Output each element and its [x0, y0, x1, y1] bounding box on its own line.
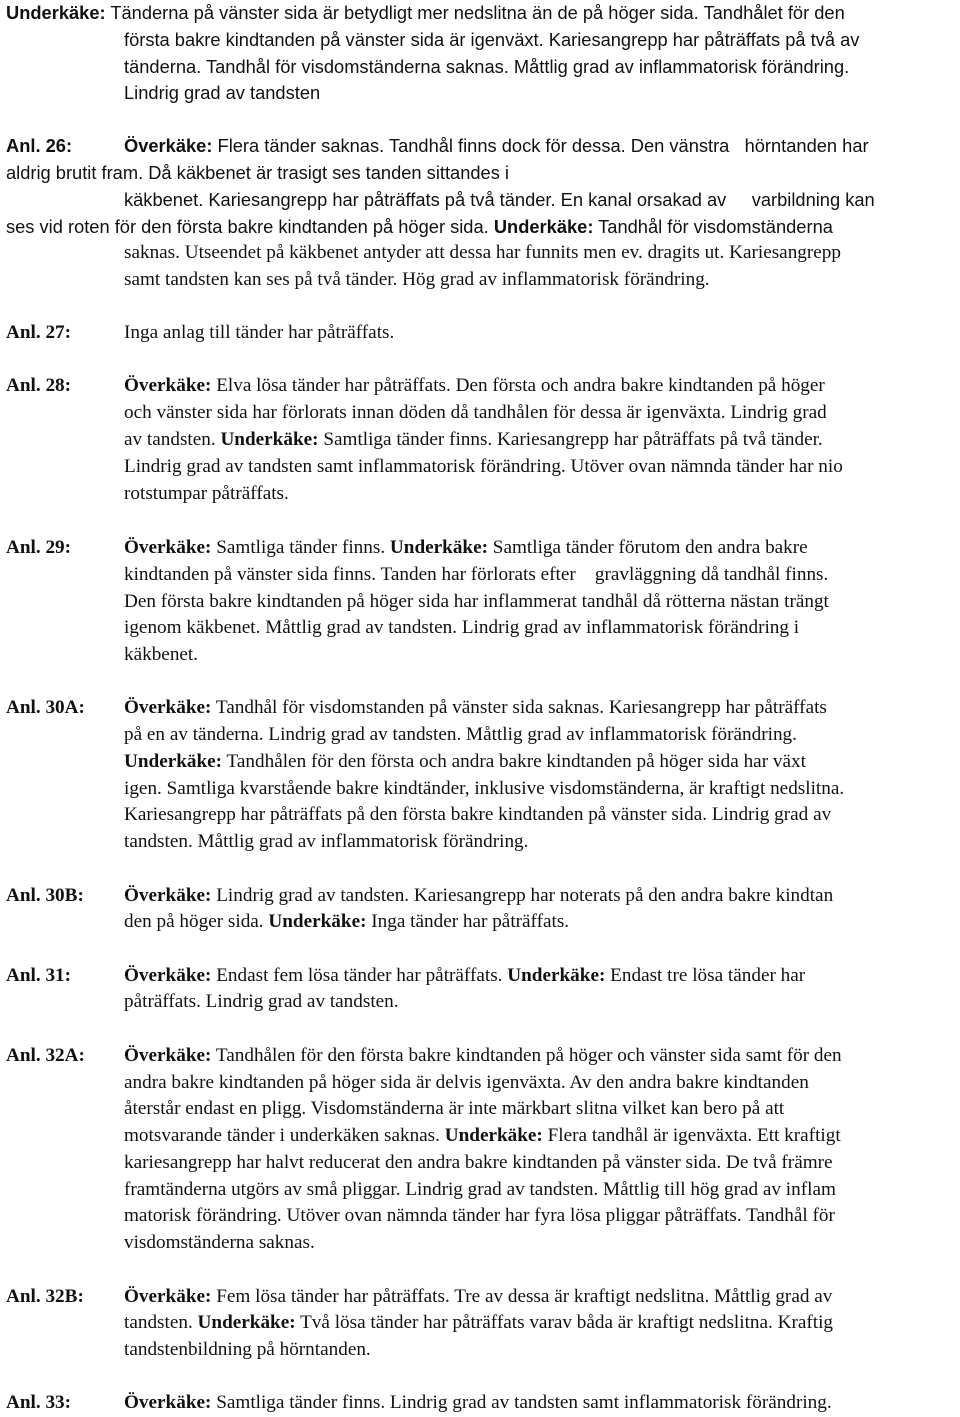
- text-line: [124, 1123, 841, 1150]
- text-line: Lindrig grad av tandsten: [124, 82, 321, 103]
- text-line: kariesangrepp har halvt reducerat den andra bakre kindtanden på vänster sida. De två främre: [124, 1152, 833, 1173]
- text-fragment: Lindrig grad av tandsten. Kariesangrepp har noterats på den andra bakre kindtan: [216, 885, 834, 906]
- text-fragment: Tänderna på vänster sida är betydligt mer nedslitna än de på höger sida. Tandhålet för den: [110, 2, 845, 23]
- text-line: samt tandsten kan ses på två tänder. Hög grad av inflammatorisk förändring.: [124, 269, 710, 290]
- text-fragment: den på höger sida.: [124, 911, 264, 932]
- text-fragment: Tandhål för visdomstanden på vänster sida saknas. Kariesangrepp har påträffats: [215, 697, 827, 718]
- text-line: tandsten. Måttlig grad av inflammatorisk förändring.: [124, 831, 529, 852]
- jaw-label-underkake: Underkäke:: [197, 1312, 296, 1333]
- text-line: matorisk förändring. Utöver ovan nämnda tänder har fyra lösa pliggar påträffats. Tandhål för: [124, 1205, 835, 1226]
- jaw-label-overkake: Överkäke:: [124, 135, 213, 156]
- jaw-label-underkake: Underkäke:: [444, 1125, 543, 1146]
- jaw-label-underkake: Underkäke:: [507, 965, 606, 986]
- text-line: Lindrig grad av tandsten samt inflammatorisk förändring. Utöver ovan nämnda tänder har nio: [124, 456, 843, 477]
- text-fragment: Tandhålen för den första bakre kindtanden på höger och vänster sida samt för den: [215, 1045, 842, 1066]
- jaw-label-overkake: Överkäke:: [124, 885, 212, 906]
- entry-label: Anl. 28:: [6, 375, 72, 396]
- entry-label: Anl. 27:: [6, 322, 72, 343]
- text-line: första bakre kindtanden på vänster sida är igenväxt. Kariesangrepp har påträffats på två av: [124, 29, 860, 50]
- jaw-label-underkake: Underkäke:: [493, 216, 594, 237]
- text-fragment: Endast tre lösa tänder har: [610, 965, 806, 986]
- text-line: tandstenbildning på hörntanden.: [124, 1339, 371, 1360]
- text-line: [124, 373, 825, 400]
- text-fragment: Samtliga tänder finns.: [216, 537, 386, 558]
- text-line: [124, 133, 869, 160]
- text-line: visdomständerna saknas.: [124, 1232, 315, 1253]
- entry-label: Anl. 32A:: [6, 1045, 85, 1066]
- text-line: käkbenet. Kariesangrepp har påträffats på två tänder. En kanal orsakad av varbildning kan: [124, 189, 875, 210]
- text-fragment: Inga tänder har påträffats.: [371, 911, 570, 932]
- text-line: saknas. Utseendet på käkbenet antyder att dessa har funnits men ev. dragits ut. Kariesangrepp: [124, 242, 841, 263]
- text-line: [124, 1043, 842, 1070]
- text-line: [124, 1284, 832, 1311]
- text-line: och vänster sida har förlorats innan döden då tandhålen för dessa är igenväxta. Lindrig grad: [124, 402, 827, 423]
- jaw-label-overkake: Överkäke:: [124, 1392, 212, 1413]
- jaw-label-underkake: Underkäke:: [220, 429, 319, 450]
- text-fragment: Elva lösa tänder har påträffats. Den första och andra bakre kindtanden på höger: [216, 375, 825, 396]
- text-line: Inga anlag till tänder har påträffats.: [124, 322, 395, 343]
- text-line: igenom käkbenet. Måttlig grad av tandsten. Lindrig grad av inflammatorisk förändring i: [124, 617, 800, 638]
- entry-label: Anl. 31:: [6, 965, 72, 986]
- text-line: kindtanden på vänster sida finns. Tanden har förlorats efter gravläggning då tandhål finns.: [124, 564, 829, 585]
- text-fragment: Endast fem lösa tänder har påträffats.: [216, 965, 503, 986]
- text-line: [124, 1310, 833, 1337]
- text-line: käkbenet.: [124, 644, 199, 665]
- text-line: andra bakre kindtanden på höger sida är delvis igenväxta. Av den andra bakre kindtanden: [124, 1072, 809, 1093]
- text-line: påträffats. Lindrig grad av tandsten.: [124, 991, 399, 1012]
- text-line: [124, 1390, 832, 1417]
- text-fragment: Tandhål för visdomständerna: [598, 216, 833, 237]
- entry-label: Anl. 26:: [6, 135, 73, 156]
- text-line: Kariesangrepp har påträffats på den första bakre kindtanden på vänster sida. Lindrig grad av: [124, 804, 832, 825]
- text-line: tänderna. Tandhål för visdomständerna saknas. Måttlig grad av inflammatorisk förändring.: [124, 56, 850, 77]
- text-line: [124, 883, 833, 910]
- text-fragment: Tandhålen för den första och andra bakre kindtanden på höger sida har växt: [226, 751, 806, 772]
- jaw-label-overkake: Överkäke:: [124, 1286, 212, 1307]
- jaw-label-overkake: Överkäke:: [124, 375, 212, 396]
- text-line: [6, 214, 833, 241]
- jaw-label-underkake: Underkäke:: [389, 537, 488, 558]
- text-line: [124, 427, 823, 454]
- entry-label: Anl. 30A:: [6, 697, 85, 718]
- entry-label: Anl. 29:: [6, 537, 72, 558]
- text-line: på en av tänderna. Lindrig grad av tandsten. Måttlig grad av inflammatorisk förändring.: [124, 724, 797, 745]
- text-fragment: tandsten.: [124, 1312, 193, 1333]
- jaw-label-overkake: Överkäke:: [124, 965, 212, 986]
- entry-label: Anl. 33:: [6, 1392, 72, 1413]
- jaw-label-overkake: Överkäke:: [124, 537, 212, 558]
- text-line: [124, 749, 806, 776]
- text-fragment: Samtliga tänder finns. Lindrig grad av tandsten samt inflammatorisk förändring.: [216, 1392, 832, 1413]
- text-line: framtänderna utgörs av små pliggar. Lindrig grad av tandsten. Måttlig till hög grad av inflam: [124, 1179, 836, 1200]
- text-fragment: Flera tandhål är igenväxta. Ett kraftigt: [547, 1125, 841, 1146]
- text-fragment: Flera tänder saknas. Tandhål finns dock för dessa. Den vänstra hörntanden har: [217, 135, 869, 156]
- text-line: [124, 909, 569, 936]
- text-fragment: Två lösa tänder har påträffats varav båda är kraftigt nedslitna. Kraftig: [300, 1312, 834, 1333]
- entry-label: Anl. 30B:: [6, 885, 84, 906]
- text-line: rotstumpar påträffats.: [124, 483, 289, 504]
- jaw-label-overkake: Överkäke:: [124, 697, 212, 718]
- text-line: återstår endast en pligg. Visdomständerna är inte märkbart slitna vilket kan bero på att: [124, 1098, 785, 1119]
- jaw-label-underkake: Underkäke:: [124, 751, 223, 772]
- text-line: [124, 535, 808, 562]
- text-fragment: ses vid roten för den första bakre kindtanden på höger sida.: [6, 216, 489, 237]
- text-fragment: Samtliga tänder finns. Kariesangrepp har påträffats på två tänder.: [323, 429, 823, 450]
- text-line: igen. Samtliga kvarstående bakre kindtänder, inklusive visdomständerna, är kraftigt nedslitna.: [124, 778, 845, 799]
- text-fragment: Fem lösa tänder har påträffats. Tre av dessa är kraftigt nedslitna. Måttlig grad av: [216, 1286, 833, 1307]
- entry-label: Anl. 32B:: [6, 1286, 84, 1307]
- jaw-label-overkake: Överkäke:: [124, 1045, 212, 1066]
- jaw-label-underkake: Underkäke:: [6, 2, 106, 23]
- text-line: [6, 0, 845, 27]
- text-fragment: av tandsten.: [124, 429, 216, 450]
- text-line: aldrig brutit fram. Då käkbenet är trasigt ses tanden sittandes i: [6, 162, 509, 183]
- text-line: Den första bakre kindtanden på höger sida har inflammerat tandhål då rötterna nästan trängt: [124, 591, 829, 612]
- text-line: [124, 963, 805, 990]
- jaw-label-underkake: Underkäke:: [268, 911, 367, 932]
- text-line: [124, 695, 827, 722]
- text-fragment: Samtliga tänder förutom den andra bakre: [492, 537, 808, 558]
- text-fragment: motsvarande tänder i underkäken saknas.: [124, 1125, 440, 1146]
